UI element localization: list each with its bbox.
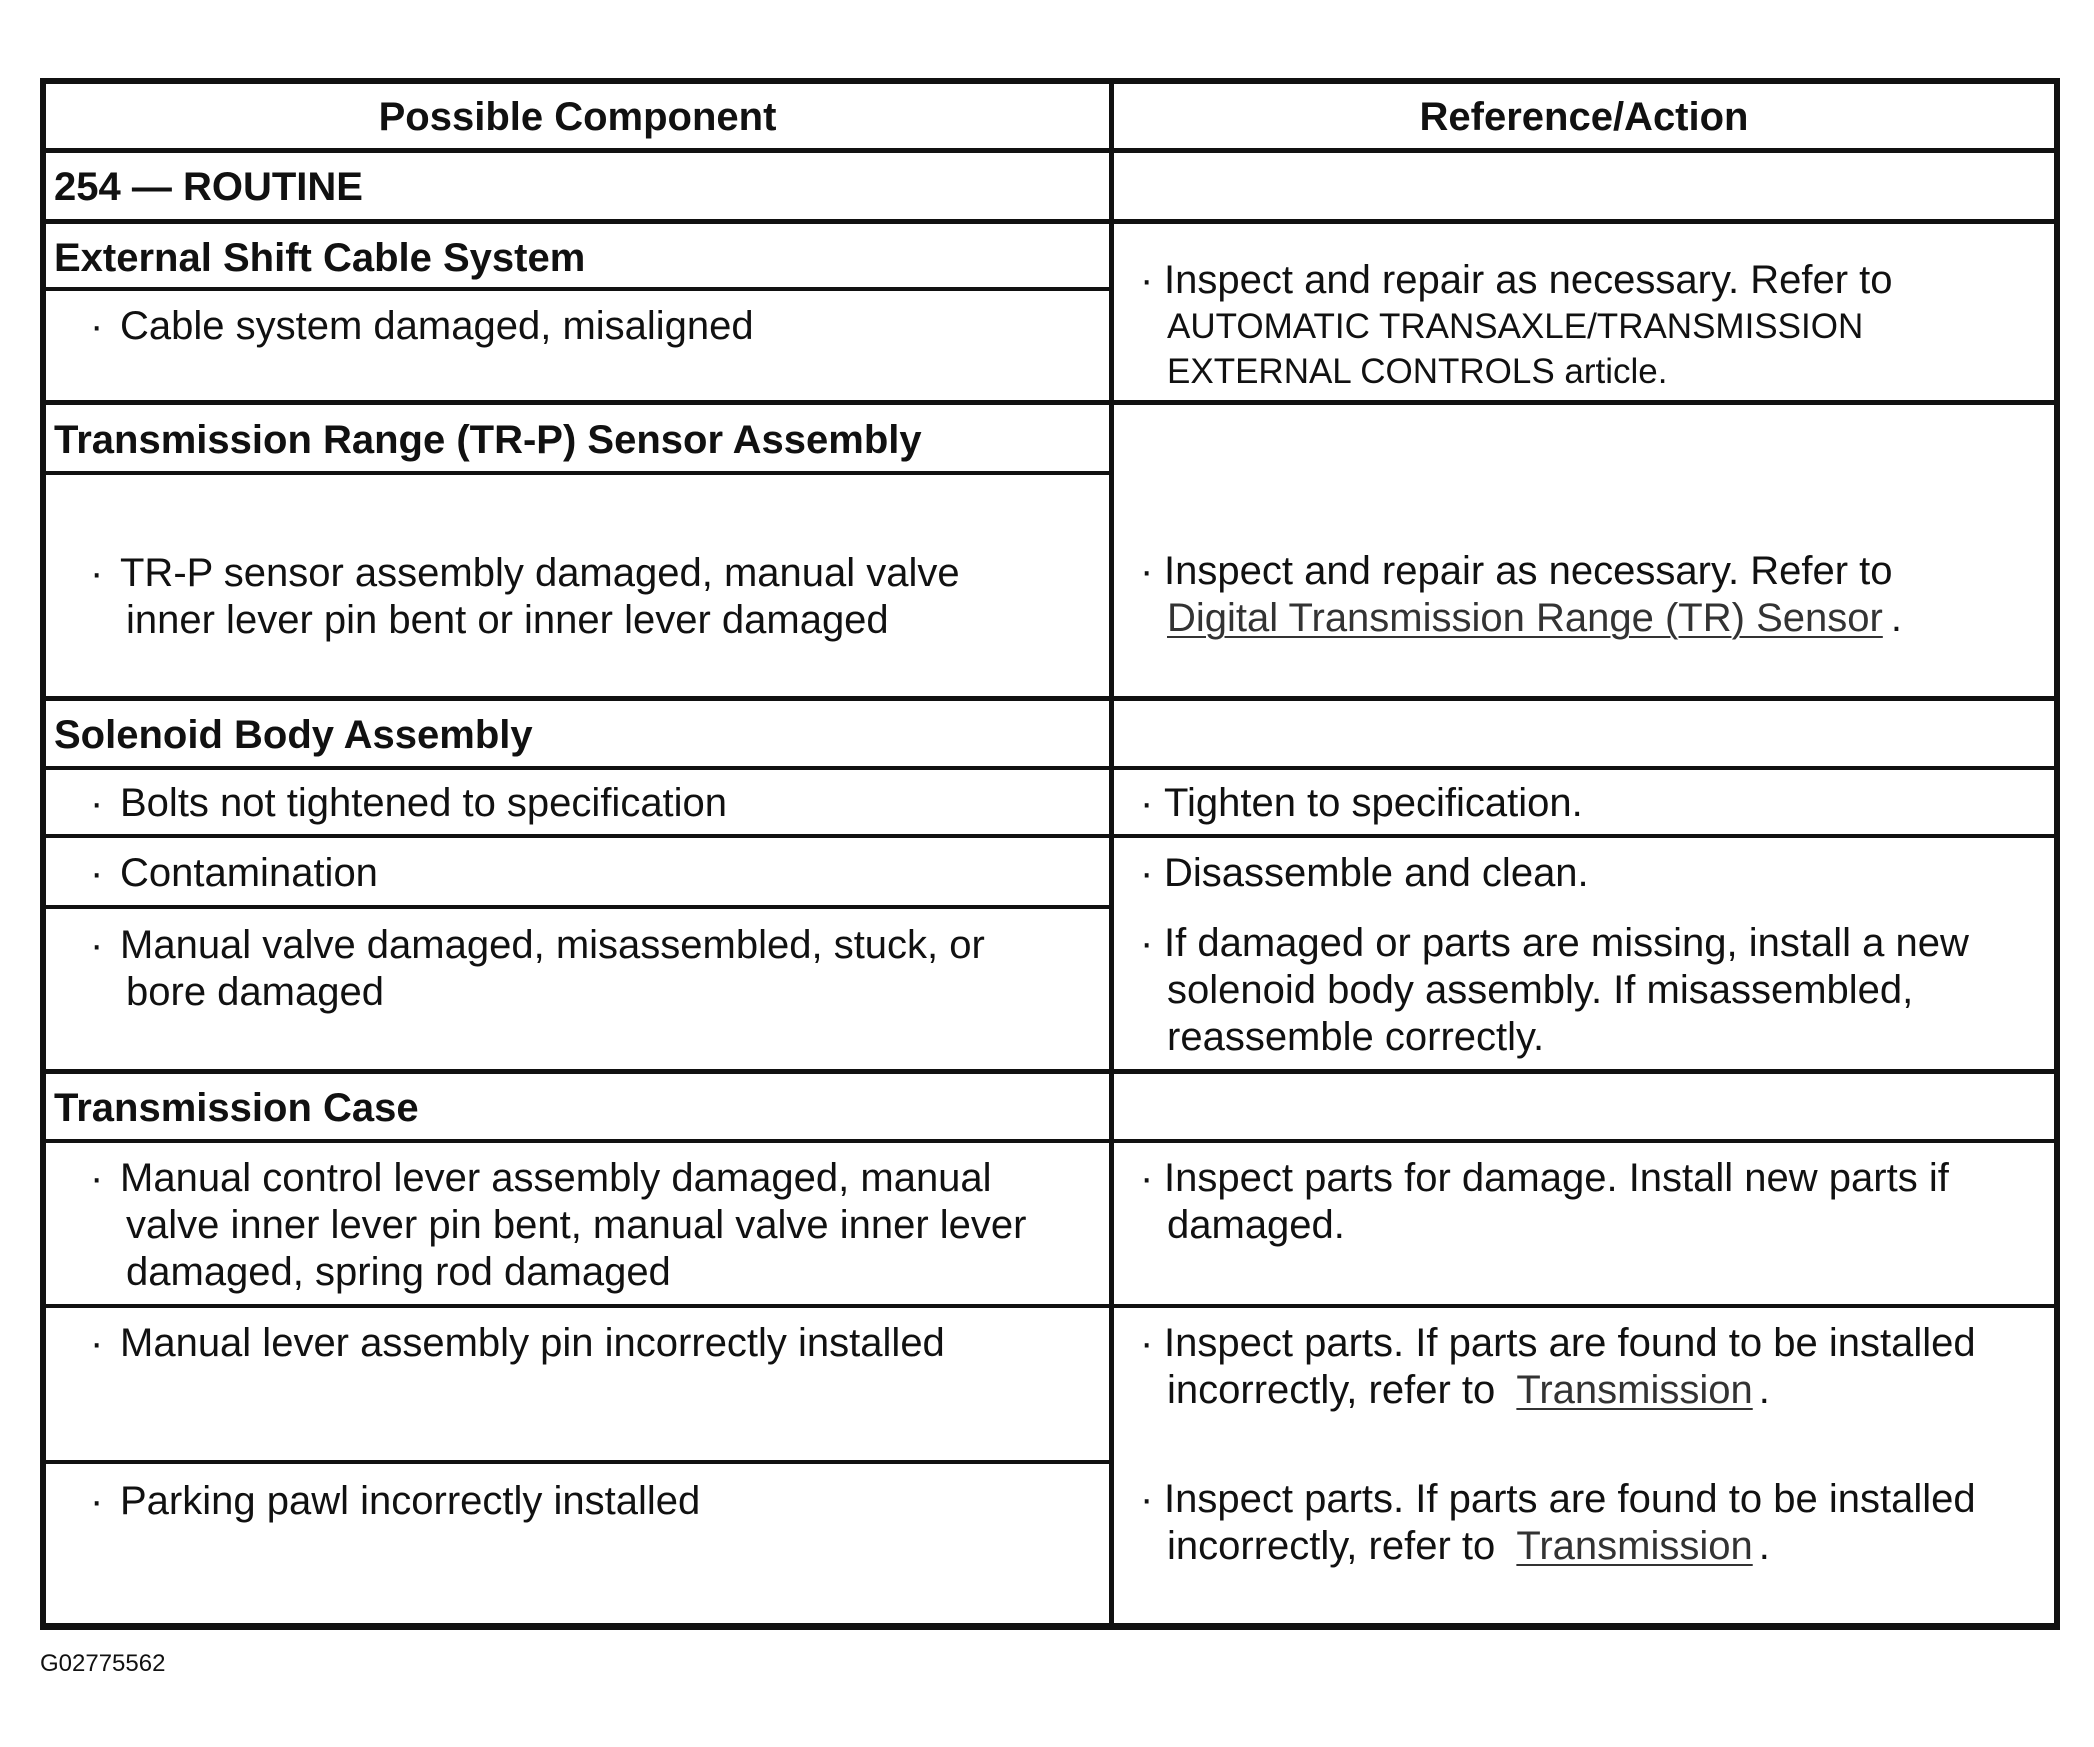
bullet-icon: · — [1140, 549, 1154, 593]
row-rule — [40, 1304, 2060, 1308]
row-rule — [40, 400, 2060, 405]
section-title: 254 — ROUTINE — [54, 165, 363, 209]
cause-item — [90, 550, 960, 644]
row-rule — [40, 1139, 2060, 1143]
figure-id: G02775562 — [40, 1650, 166, 1677]
cause-item — [90, 303, 754, 350]
bullet-icon: · — [1140, 258, 1154, 302]
action-item — [1140, 850, 1589, 897]
row-rule — [40, 1460, 1112, 1464]
column-header-component: Possible Component — [378, 95, 777, 139]
action-text: Inspect parts for damage. Install new parts if — [1164, 1156, 1949, 1200]
bullet-icon: · — [1140, 851, 1154, 895]
row-rule — [40, 905, 1112, 909]
cause-text: Manual lever assembly pin incorrectly installed — [120, 1321, 945, 1365]
row-rule — [40, 287, 1112, 291]
row-rule — [40, 696, 2060, 701]
action-text: Inspect and repair as necessary. Refer to — [1164, 549, 1893, 593]
period: . — [1758, 1368, 1770, 1412]
action-text: AUTOMATIC TRANSAXLE/TRANSMISSION — [1167, 307, 1864, 346]
action-item — [1140, 1320, 1976, 1414]
cause-text: Parking pawl incorrectly installed — [120, 1479, 701, 1523]
cause-text: TR-P sensor assembly damaged, manual valve — [120, 551, 960, 595]
action-item — [1140, 780, 1583, 827]
row-rule — [40, 148, 2060, 153]
row-rule — [40, 219, 2060, 224]
group-title: Transmission Case — [54, 1086, 419, 1130]
bullet-icon: · — [1140, 921, 1154, 965]
cause-text: inner lever pin bent or inner lever damaged — [126, 598, 889, 642]
cause-text: Manual valve damaged, misassembled, stuck, or — [120, 923, 985, 967]
action-text: Inspect and repair as necessary. Refer to — [1164, 258, 1893, 302]
bullet-icon: · — [1140, 781, 1154, 825]
row-rule — [40, 766, 2060, 770]
group-title: Solenoid Body Assembly — [54, 713, 533, 757]
row-rule — [40, 1069, 2060, 1074]
action-item — [1140, 548, 1902, 642]
action-text: damaged. — [1167, 1203, 1345, 1247]
tr-sensor-link[interactable]: Digital Transmission Range (TR) Sensor — [1167, 596, 1883, 640]
cause-text: bore damaged — [126, 970, 384, 1014]
action-item — [1140, 1155, 1949, 1249]
cause-text: valve inner lever pin bent, manual valve inner lever — [126, 1203, 1027, 1247]
group-title: External Shift Cable System — [54, 236, 586, 280]
row-rule — [40, 834, 2060, 838]
period: . — [1758, 1524, 1770, 1568]
cause-item — [90, 780, 728, 827]
bullet-icon: · — [90, 1321, 104, 1365]
action-text: incorrectly, refer to — [1167, 1368, 1496, 1412]
column-header-action: Reference/Action — [1419, 95, 1749, 139]
action-item — [1140, 1476, 1976, 1570]
action-item — [1140, 257, 1893, 394]
bullet-icon: · — [90, 551, 104, 595]
cause-text: Contamination — [120, 851, 378, 895]
row-rule — [40, 471, 1112, 475]
bullet-icon: · — [1140, 1156, 1154, 1200]
action-text: Inspect parts. If parts are found to be installed — [1164, 1477, 1976, 1521]
action-text: solenoid body assembly. If misassembled, — [1167, 968, 1914, 1012]
action-text: EXTERNAL CONTROLS article. — [1167, 352, 1668, 391]
transmission-link[interactable]: Transmission — [1516, 1524, 1753, 1568]
bullet-icon: · — [90, 781, 104, 825]
action-text: incorrectly, refer to — [1167, 1524, 1496, 1568]
action-text: Tighten to specification. — [1164, 781, 1583, 825]
group-title: Transmission Range (TR-P) Sensor Assembly — [54, 418, 922, 462]
cause-item — [90, 1478, 701, 1525]
column-divider — [1109, 78, 1114, 1630]
transmission-link[interactable]: Transmission — [1516, 1368, 1753, 1412]
bullet-icon: · — [90, 304, 104, 348]
cause-text: damaged, spring rod damaged — [126, 1250, 671, 1294]
action-text: Inspect parts. If parts are found to be installed — [1164, 1321, 1976, 1365]
cause-item — [90, 1155, 1027, 1296]
cause-text: Cable system damaged, misaligned — [120, 304, 754, 348]
bullet-icon: · — [1140, 1477, 1154, 1521]
bullet-icon: · — [90, 1479, 104, 1523]
action-text: If damaged or parts are missing, install a new — [1164, 921, 1969, 965]
bullet-icon: · — [1140, 1321, 1154, 1365]
cause-item — [90, 850, 378, 897]
action-text: reassemble correctly. — [1167, 1015, 1545, 1059]
action-item — [1140, 920, 1969, 1061]
cause-item — [90, 922, 985, 1016]
cause-item — [90, 1320, 945, 1367]
bullet-icon: · — [90, 923, 104, 967]
period: . — [1890, 596, 1902, 640]
cause-text: Bolts not tightened to specification — [120, 781, 728, 825]
bullet-icon: · — [90, 851, 104, 895]
action-text: Disassemble and clean. — [1164, 851, 1589, 895]
cause-text: Manual control lever assembly damaged, manual — [120, 1156, 992, 1200]
bullet-icon: · — [90, 1156, 104, 1200]
